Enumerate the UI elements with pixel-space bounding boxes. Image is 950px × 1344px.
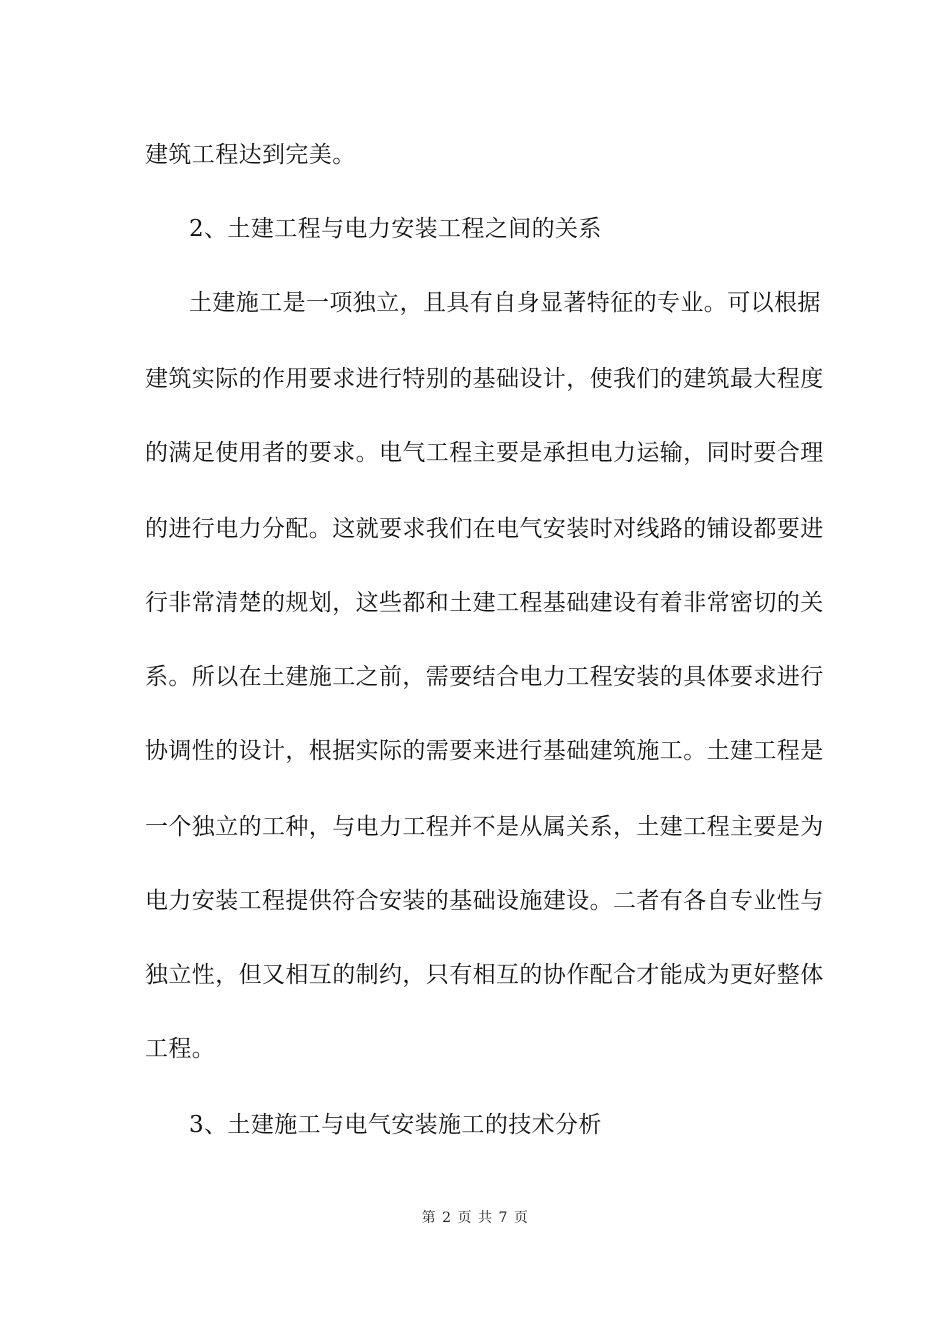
paragraph-line: 系。所以在土建施工之前，需要结合电力工程安装的具体要求进行 [145,664,824,690]
footer-prefix: 第 [421,1210,437,1226]
footer-total-word: 共 [478,1210,493,1226]
continuation-text: 建筑工程达到完美。 [145,142,356,168]
section-3-heading: 3、土建施工与电气安装施工的技术分析 [189,1112,602,1138]
paragraph-line: 协调性的设计，根据实际的需要来进行基础建筑施工。土建工程是 [145,738,824,764]
page-footer [0,1208,950,1228]
footer-total-pages: 7 [498,1210,508,1226]
paragraph-line: 一个独立的工种，与电力工程并不是从属关系，土建工程主要是为 [145,814,824,840]
paragraph-line: 电力安装工程提供符合安装的基础设施建设。二者有各自专业性与 [145,888,824,914]
paragraph-line: 独立性，但又相互的制约，只有相互的协作配合才能成为更好整体 [145,962,824,988]
paragraph-line: 行非常清楚的规划，这些都和土建工程基础建设有着非常密切的关 [145,590,824,616]
paragraph-line: 土建施工是一项独立，且具有自身显著特征的专业。可以根据 [189,290,821,316]
footer-suffix: 页 [513,1210,529,1226]
paragraph-line: 工程。 [145,1036,216,1062]
paragraph-line: 的满足使用者的要求。电气工程主要是承担电力运输，同时要合理 [145,440,824,466]
footer-current-page: 2 [442,1210,452,1226]
section-2-heading: 2、土建工程与电力安装工程之间的关系 [189,216,602,242]
paragraph-line: 建筑实际的作用要求进行特别的基础设计，使我们的建筑最大程度 [145,366,824,392]
footer-page-word: 页 [457,1210,472,1226]
paragraph-line: 的进行电力分配。这就要求我们在电气安装时对线路的铺设都要进 [145,516,824,542]
